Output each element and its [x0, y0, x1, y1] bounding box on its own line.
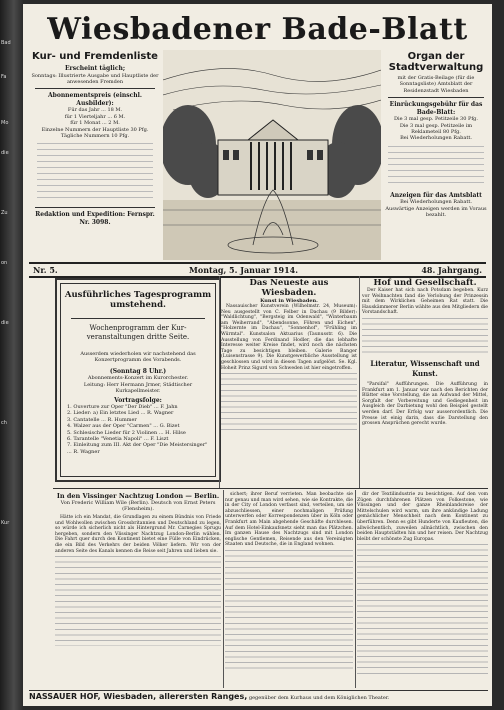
program-box-note: Ausserdem wiederholen wir nachstehend das Konzertprogramm des Vorabends. — [80, 351, 196, 364]
court-column — [362, 278, 488, 486]
edge-fragment: Bad — [1, 40, 11, 46]
amtsblatt-line: Auswärtige Anzeigen werden im Voraus bezahlt. — [385, 205, 487, 219]
program-box-title: Ausführliches Tagesprogramm umstehend. — [64, 290, 212, 310]
program-place: Abonnements-Konzert im Kurorchester. — [87, 375, 189, 382]
news-subtitle: Kunst in Wiesbaden. — [260, 298, 318, 304]
program-item: 7. Einleitung zum III. Akt der Oper "Die Meistersinger" ... R. Wagner — [67, 442, 208, 455]
program-item: 6. Tarantelle "Venetia Napoli" ... F. Liszt — [67, 436, 169, 443]
news-title: Das Neueste aus Wiesbaden. — [249, 278, 329, 298]
program-item: 5. Schlesische Lieder für 2 Violinen ... H. Hilse — [67, 429, 186, 436]
subscription-title: Abonnementspreis (einschl. Ausbilder): — [47, 92, 143, 107]
program-head: Vortragsfolge: — [114, 396, 162, 404]
footer-hotel: NASSAUER HOF, Wiesbaden, allerersten Ranges, — [29, 692, 248, 701]
edge-fragment: die — [1, 320, 9, 326]
subscription-line: Tägliche Nummern 10 Pfg. — [60, 132, 130, 139]
footer-ad — [29, 690, 488, 703]
divider — [388, 97, 484, 98]
literature-title: Literatur, Wissenschaft und Kunst. — [370, 358, 480, 378]
program-time: (Sonntag 8 Uhr.) — [109, 367, 167, 375]
organ-subtitle: mit der Gratis-Beilage (für die Sonntagsliste) Amtsblatt der Residenzstadt Wiesbaden — [397, 75, 475, 94]
right-info-column — [384, 48, 488, 262]
subscription-line: für 1 Vierteljahr ... 6 M. — [64, 113, 126, 120]
ads-line: Die 3 mal gesp. Petitzeile 30 Pfg. — [394, 116, 478, 123]
edge-fragment: on — [1, 260, 8, 266]
feuilleton-text-3: dir der Textilindustrie zu besichtigen. Auf den vom Zügen durchfahrenen Plätzen von Folkestone, wie Vlissingen und der ganze Rheinlandsreise der Mittelschulen wird warm, um ihre ankündige Ladung gemächlicher Menschheit nach dem Kontinent zu überführen. Denn es gibt Hunderte von Kaufleuten, die allwöchentlich, zuweilen allnächtlich, zwischen den beiden Hauptstädten hin und her reisen. Der Nachtzug bleibt der schönste Zug Europas. — [357, 492, 488, 542]
publication-frequency: Erscheint täglich; — [64, 65, 126, 72]
fine-print — [362, 318, 488, 356]
page-gutter — [0, 0, 23, 710]
program-box — [55, 278, 221, 482]
section-rule — [53, 488, 488, 489]
kurhaus-illustration — [163, 50, 381, 260]
column-rule — [219, 276, 220, 488]
program-box-inner — [60, 283, 216, 477]
program-box-subtitle: Wochenprogramm der Kur-veranstaltungen dritte Seite. — [86, 324, 190, 341]
program-item: 4. Walzer aus der Oper "Carmen" ... G. Bizet — [67, 423, 180, 430]
fine-print — [357, 544, 488, 674]
feuilleton-text-2: sichert; ihrer Beruf verrieten. Man beobachte sie nur genau und man wird sehen, wie sie Kontrakte, die in der City of London verfasst sind, verteilen, um sie abzuschliessen, einer nochmaligen Prüfung unterwerfen oder Korrespondenzen über in Köln oder Frankfurt am Main abgehende Geschäfte durchlesen. Auf dem Hotel-Einkaufsnetz sieht man das Plätzchen. Im ganzen Hause des Nachtzugs sind mit London englische Gentlemen, Reisende aus den Vereinigten Staaten und Deutsche, die in England wohnen. — [225, 492, 353, 548]
column-rule — [223, 490, 224, 688]
edge-fragment: Zu — [1, 210, 8, 216]
ads-line: Die 3 mal gesp. Petitzeile im Reklameteil 80 Pfg. — [399, 122, 473, 136]
editorial-contact: Redaktion und Expedition: Fernspr. Nr. 3098. — [35, 211, 155, 226]
feuilleton-column — [55, 492, 221, 687]
edge-fragment: ch — [1, 420, 7, 426]
feuilleton-text: Hätte ich ein Mandat, die Grundlagen zu einem Bündnis von Friede und Wohlwollen zwischen Grossbritannien und Deutschland zu legen, so würde ich sicherlich nicht als Hintergrund Mr. Carnegies Sprugu hergeben, sondern den Vlissinger Nachtzug London-Berlin wählen. Die Fahrt quer durch den Kontinent bietet eine Fülle von Eindrücken, die ein Bild des Verkehrs der beiden Völker liefern. Wir von der anderen Seite des Kanals kennen die Reise seit Jahren und lieben sie. — [55, 515, 221, 554]
kurliste-title: Kur- und Fremdenliste — [32, 51, 158, 62]
issue-date: Montag, 5. Januar 1914. — [189, 265, 299, 275]
amtsblatt-line: Bei Wiederholungen Rabatt. — [400, 199, 472, 206]
amtsblatt-ads-title: Anzeigen für das Amtsblatt — [390, 191, 482, 199]
issue-number: Nr. 5. — [33, 265, 58, 275]
court-text: Der Kaiser hat sich nach Potsdam begeben. Kurz vor Weihnachten fand die Verlobung der Prinzessin mit dem Wirklichen Geheimen Rat statt. Die Hauskämmerer Berlin wählte aus den Mitgliedern die Vorstandschaft. — [362, 288, 488, 316]
feuilleton-column-2 — [225, 492, 353, 687]
column-rule — [355, 490, 356, 688]
newspaper-page — [23, 4, 492, 706]
edge-fragment: die — [1, 150, 9, 156]
footer-address: gegenüber dem Kurhaus und dem Königlichen Theater. — [248, 695, 390, 701]
volume-year: 48. Jahrgang. — [421, 265, 482, 275]
divider — [35, 88, 155, 89]
fine-print — [221, 373, 357, 433]
divider — [35, 207, 155, 208]
dateline — [29, 262, 486, 278]
court-title: Hof und Gesellschaft. — [373, 278, 477, 288]
feuilleton-title: In den Vissinger Nachtzug London — Berlin. — [56, 492, 220, 500]
edge-fragment: Mo — [1, 120, 9, 126]
subscription-line: für 1 Monat ... 2 M. — [70, 120, 120, 127]
masthead-title: Wiesbadener Bade-Blatt — [47, 12, 468, 47]
organ-title: Organ der Stadtverwaltung — [388, 51, 484, 73]
edge-fragment: Kur — [1, 520, 10, 526]
program-item: 3. Cantatelle ... R. Hummer — [67, 416, 137, 423]
fine-print — [388, 146, 484, 188]
program-items — [67, 404, 209, 455]
edge-fragment: Fa — [1, 74, 7, 80]
subscription-line: Für das Jahr ... 18 M. — [67, 107, 123, 114]
program-lead: Leitung: Herr Hermann Jrmer, Städtischer Kurkapellmeister. — [83, 381, 193, 395]
news-text: Nassauischer Kunstverein (Wilhelmstr. 24, Museum): Neu ausgestellt von C. Felber in Dachau (9 Bilder): "Waldlichtung", "Bergsteig im Odenwald", "Winterbaum am Weiherrand", "Abendsonne, Föhren und Eichen", "Holzernte im Dachau", "Sonnenhof", "Frühling im Würmtal". Kunstsalon Aktuarius (Taunusstr. 6). Die Ausstellung von Ferdinand Hodler, die das lebhafte Interesse weiter Kreise findet, wird noch die nächsten Tage zu besichtigen bleiben. Galerie Banger (Luisenstrasse 9). Die Kunstgewerbliche Ausstellung ist geschlossen und wird in diesen Tagen aufgelöst. Se. Kgl. Hoheit Prinz Sigurd von Schweden ist hier eingetroffen. — [221, 304, 357, 371]
column-rule — [359, 276, 360, 488]
literature-text: "Parsifal" Aufführungen. Die Aufführung in Frankfurt am 1. Januar war nach den Berichten der Blätter eine Vorstellung, die an Aufwand der Mittel, Sorgfalt der Vorbereitung und Gediegenheit im Ausgleich der Darbietung wohl den Beispiel gestellt werden darf. Der Erfolg war ausserordentlich. Die Presse ist einig darin, dass die Darstellung den grossen Ansprüchen gerecht wurde. — [362, 381, 488, 427]
feuilleton-column-3 — [357, 492, 488, 687]
divider — [71, 318, 205, 319]
ads-line: Bei Wiederholungen Rabatt. — [400, 135, 472, 142]
fine-print — [37, 143, 153, 203]
left-info-column — [31, 48, 159, 262]
program-item: 2. Lieder: a) Ein letztes Lied ... R. Wagner — [67, 410, 174, 417]
program-item: 1. Ouverture zur Oper "Der Dieb" ... F. Jahn — [67, 404, 178, 411]
feuilleton-byline: Von Frederic William Wile (Berlin). Deutsch von Ernst Peters (Flensheim). — [60, 500, 216, 512]
sunday-note: Sonntags: Illustrierte Ausgabe und Hauptliste der anwesenden Fremden — [31, 72, 159, 85]
fine-print — [55, 556, 221, 646]
fine-print — [225, 550, 353, 670]
news-column — [221, 278, 357, 486]
ads-title: Einrückungsgebühr für das Bade-Blatt: — [389, 101, 483, 116]
subscription-line: Einzelne Nummern der Hauptliste 30 Pfg. — [41, 126, 149, 133]
